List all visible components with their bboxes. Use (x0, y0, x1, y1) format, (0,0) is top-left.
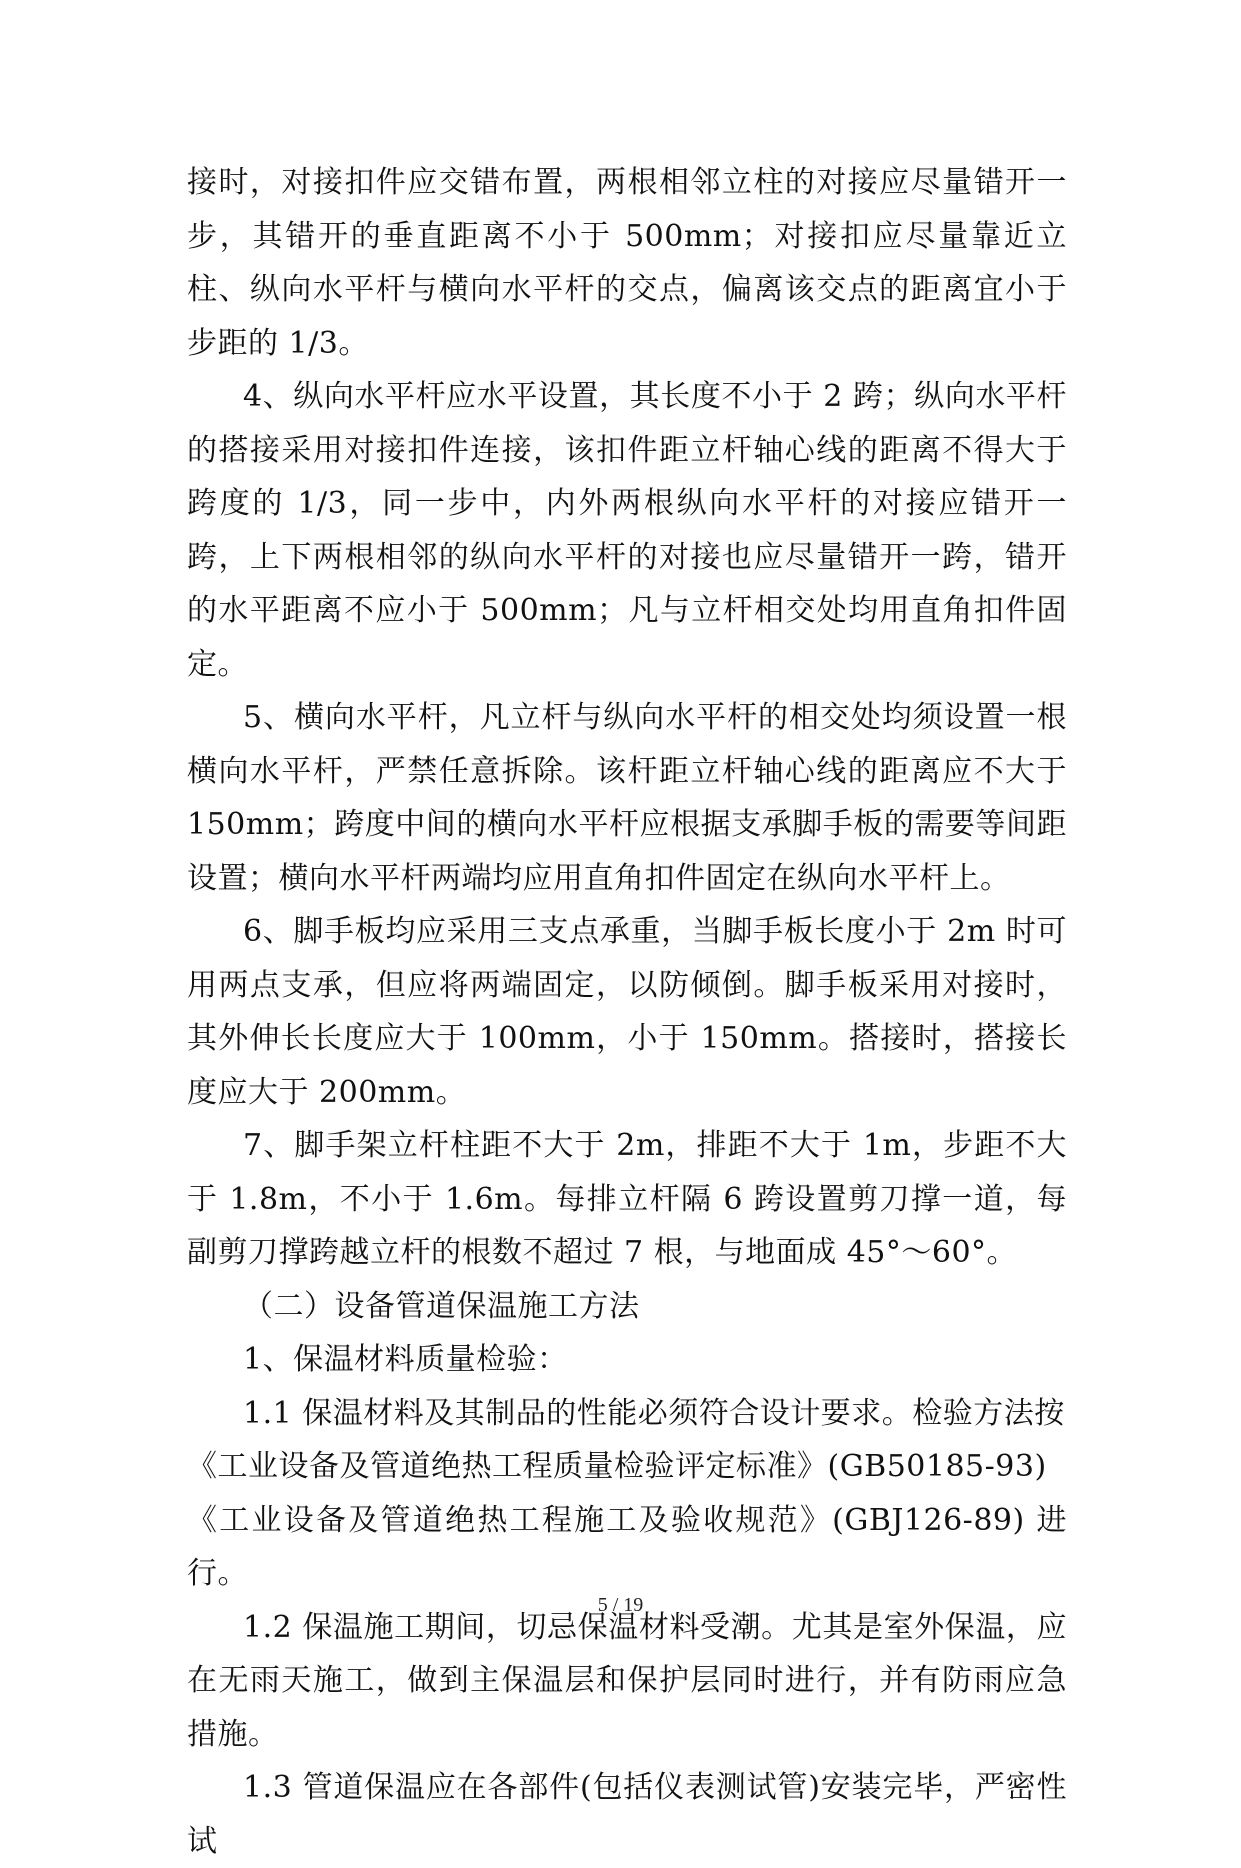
paragraph-1-1: 1.1 保温材料及其制品的性能必须符合设计要求。检验方法按 (243, 1395, 1065, 1431)
page-number: 5 / 19 (597, 1594, 644, 1616)
paragraph-continuation: 接时，对接扣件应交错布置，两根相邻立柱的对接应尽量错开一步，其错开的垂直距离不小于 500mm；对接扣应尽量靠近立柱、纵向水平杆与横向水平杆的交点，偏离该交点的距离宜小于步距的 1/3。 (187, 165, 1067, 361)
paragraph-item-4: 4、纵向水平杆应水平设置，其长度不小于 2 跨；纵向水平杆的搭接采用对接扣件连接，该扣件距立杆轴心线的距离不得大于跨度的 1/3，同一步中，内外两根纵向水平杆的对接应错开一跨，上下两根相邻的纵向水平杆的对接也应尽量错开一跨，错开的水平距离不应小于 500mm；凡与立杆相交处均用直角扣件固定。 (187, 379, 1067, 682)
paragraph-1-2: 1.2 保温施工期间，切忌保温材料受潮。尤其是室外保温，应在无雨天施工，做到主保温层和保护层同时进行，并有防雨应急措施。 (187, 1609, 1067, 1752)
paragraph-item-5: 5、横向水平杆，凡立杆与纵向水平杆的相交处均须设置一根横向水平杆，严禁任意拆除。该杆距立杆轴心线的距离应不大于 150mm；跨度中间的横向水平杆应根据支承脚手板的需要等间距设置；横向水平杆两端均应用直角扣件固定在纵向水平杆上。 (187, 700, 1067, 896)
standard-reference-2: 《工业设备及管道绝热工程施工及验收规范》(GBJ126-89) 进行。 (187, 1502, 1067, 1591)
paragraph-item-7: 7、脚手架立杆柱距不大于 2m，排距不大于 1m，步距不大于 1.8m，不小于 1.6m。每排立杆隔 6 跨设置剪刀撑一道，每副剪刀撑跨越立杆的根数不超过 7 根，与地面成 45°～60°。 (187, 1128, 1067, 1270)
standard-reference-1: 《工业设备及管道绝热工程质量检验评定标准》(GB50185-93) (187, 1449, 1047, 1484)
section-heading: （二）设备管道保温施工方法 (243, 1288, 640, 1324)
paragraph-1-3: 1.3 管道保温应在各部件(包括仪表测试管)安装完毕，严密性试 (187, 1770, 1067, 1859)
subsection-heading: 1、保温材料质量检验： (243, 1342, 568, 1377)
paragraph-item-6: 6、脚手板均应采用三支点承重，当脚手板长度小于 2m 时可用两点支承，但应将两端固定，以防倾倒。脚手板采用对接时，其外伸长长度应大于 100mm，小于 150mm。搭接时，搭接长度应大于 200mm。 (187, 914, 1067, 1110)
